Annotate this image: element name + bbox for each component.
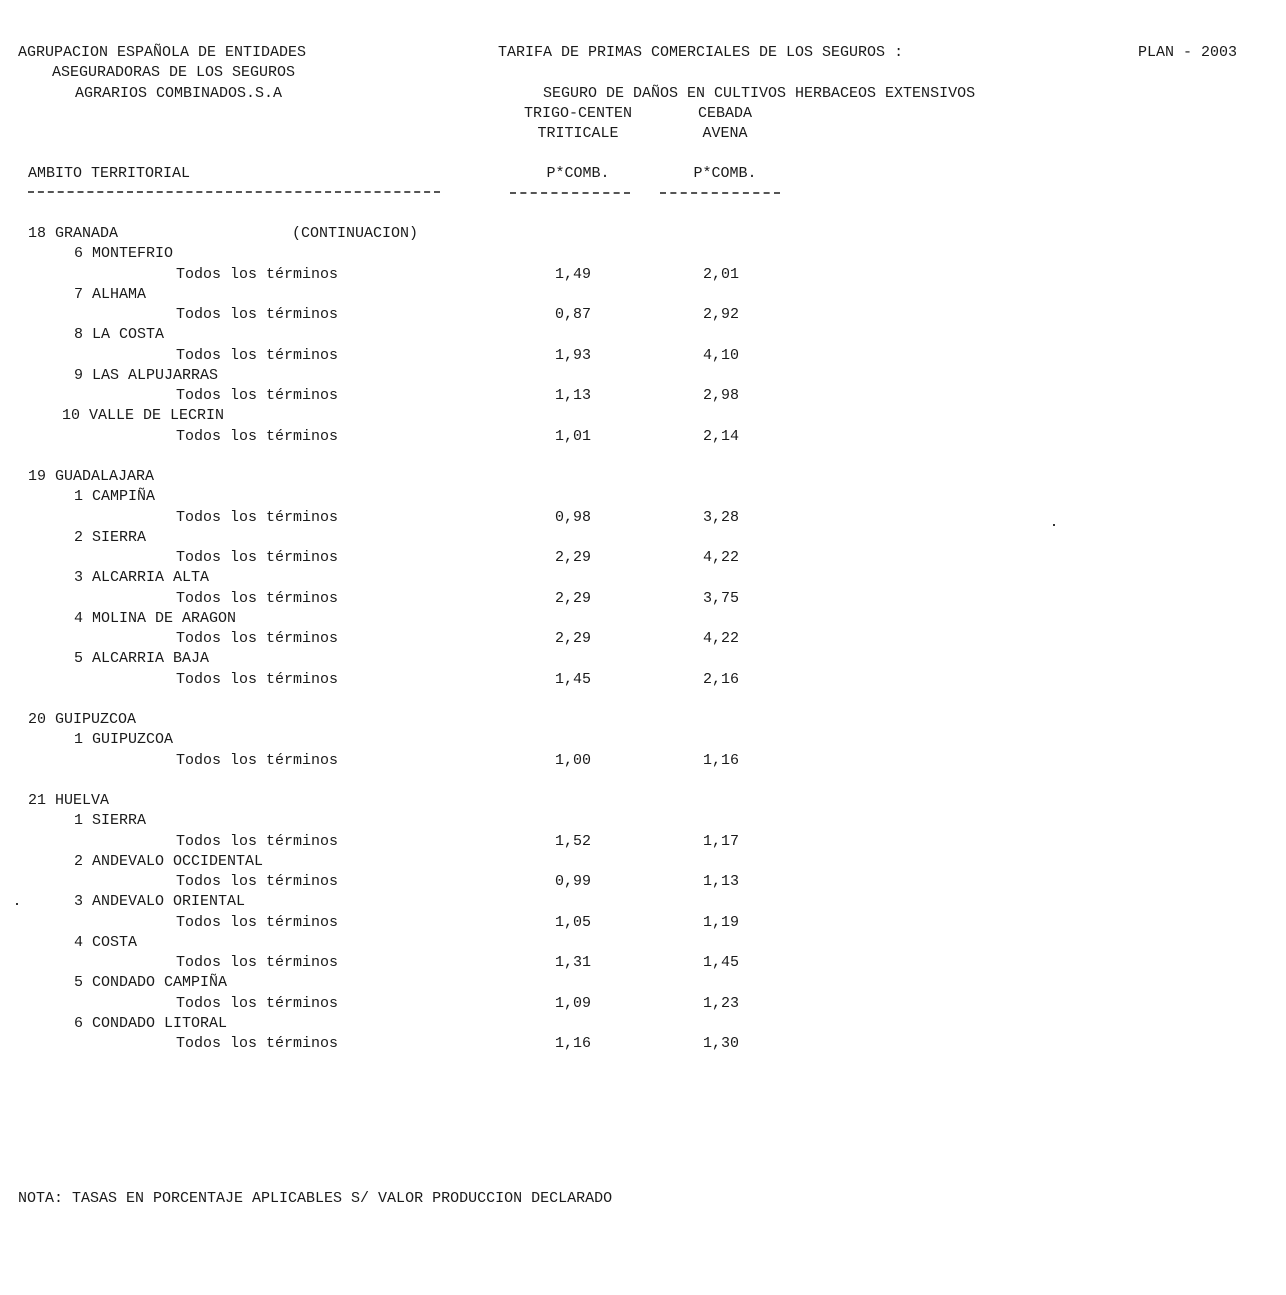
rate-barley-oats: 1,45 bbox=[703, 954, 740, 971]
terms-label: Todos los términos bbox=[176, 1035, 339, 1052]
province-name: 20 GUIPUZCOA bbox=[28, 711, 137, 728]
rate-wheat-rye: 2,29 bbox=[555, 549, 592, 566]
rate-barley-oats: 1,23 bbox=[703, 995, 740, 1012]
comarca-name: 1 CAMPIÑA bbox=[74, 488, 156, 505]
rate-wheat-rye: 2,29 bbox=[555, 590, 592, 607]
col2-subheader: P*COMB. bbox=[693, 165, 757, 182]
plan-label: PLAN - 2003 bbox=[1138, 44, 1238, 61]
terms-label: Todos los términos bbox=[176, 266, 339, 283]
terms-label: Todos los términos bbox=[176, 671, 339, 688]
footer-note: NOTA: TASAS EN PORCENTAJE APLICABLES S/ VALOR PRODUCCION DECLARADO bbox=[18, 1190, 613, 1207]
org-name-line1: AGRUPACION ESPAÑOLA DE ENTIDADES bbox=[18, 44, 307, 61]
comarca-name: 4 COSTA bbox=[74, 934, 138, 951]
rate-wheat-rye: 1,49 bbox=[555, 266, 592, 283]
province-name: 18 GRANADA bbox=[28, 225, 119, 242]
terms-label: Todos los términos bbox=[176, 306, 339, 323]
rate-barley-oats: 1,30 bbox=[703, 1035, 740, 1052]
tariff-title: TARIFA DE PRIMAS COMERCIALES DE LOS SEGUROS : bbox=[498, 44, 904, 61]
rate-barley-oats: 2,01 bbox=[703, 266, 740, 283]
rate-wheat-rye: 0,98 bbox=[555, 509, 592, 526]
comarca-name: 1 GUIPUZCOA bbox=[74, 731, 174, 748]
terms-label: Todos los términos bbox=[176, 347, 339, 364]
rate-barley-oats: 1,13 bbox=[703, 873, 740, 890]
terms-label: Todos los términos bbox=[176, 428, 339, 445]
rate-barley-oats: 4,22 bbox=[703, 549, 740, 566]
col1-header-line2: TRITICALE bbox=[537, 125, 619, 142]
terms-label: Todos los términos bbox=[176, 387, 339, 404]
rate-barley-oats: 4,10 bbox=[703, 347, 740, 364]
terms-label: Todos los términos bbox=[176, 995, 339, 1012]
rate-wheat-rye: 1,16 bbox=[555, 1035, 592, 1052]
rate-wheat-rye: 1,93 bbox=[555, 347, 592, 364]
col1-subheader: P*COMB. bbox=[546, 165, 610, 182]
terms-label: Todos los términos bbox=[176, 630, 339, 647]
rate-wheat-rye: 0,87 bbox=[555, 306, 592, 323]
col1-header-rule bbox=[510, 192, 630, 194]
comarca-name: 9 LAS ALPUJARRAS bbox=[74, 367, 219, 384]
rate-wheat-rye: 2,29 bbox=[555, 630, 592, 647]
comarca-name: 5 ALCARRIA BAJA bbox=[74, 650, 210, 667]
rate-barley-oats: 1,17 bbox=[703, 833, 740, 850]
comarca-name: 8 LA COSTA bbox=[74, 326, 165, 343]
rate-barley-oats: 2,98 bbox=[703, 387, 740, 404]
terms-label: Todos los términos bbox=[176, 509, 339, 526]
comarca-name: 2 ANDEVALO OCCIDENTAL bbox=[74, 853, 264, 870]
rate-wheat-rye: 1,09 bbox=[555, 995, 592, 1012]
rate-wheat-rye: 0,99 bbox=[555, 873, 592, 890]
comarca-name: 6 CONDADO LITORAL bbox=[74, 1015, 228, 1032]
rate-wheat-rye: 1,31 bbox=[555, 954, 592, 971]
comarca-name: 10 VALLE DE LECRIN bbox=[62, 407, 225, 424]
terms-label: Todos los términos bbox=[176, 954, 339, 971]
province-name: 21 HUELVA bbox=[28, 792, 110, 809]
rate-barley-oats: 2,92 bbox=[703, 306, 740, 323]
territory-header: AMBITO TERRITORIAL bbox=[28, 165, 191, 182]
rate-wheat-rye: 1,00 bbox=[555, 752, 592, 769]
comarca-name: 5 CONDADO CAMPIÑA bbox=[74, 974, 228, 991]
comarca-name: 7 ALHAMA bbox=[74, 286, 147, 303]
rate-wheat-rye: 1,52 bbox=[555, 833, 592, 850]
rate-wheat-rye: 1,05 bbox=[555, 914, 592, 931]
org-name-line2: ASEGURADORAS DE LOS SEGUROS bbox=[52, 64, 296, 81]
scan-speck bbox=[16, 903, 18, 905]
terms-label: Todos los términos bbox=[176, 752, 339, 769]
terms-label: Todos los términos bbox=[176, 833, 339, 850]
rate-barley-oats: 2,16 bbox=[703, 671, 740, 688]
col1-header-line1: TRIGO-CENTEN bbox=[523, 105, 633, 122]
comarca-name: 1 SIERRA bbox=[74, 812, 147, 829]
comarca-name: 2 SIERRA bbox=[74, 529, 147, 546]
terms-label: Todos los términos bbox=[176, 914, 339, 931]
scan-speck bbox=[1053, 524, 1055, 526]
comarca-name: 4 MOLINA DE ARAGON bbox=[74, 610, 237, 627]
rate-barley-oats: 2,14 bbox=[703, 428, 740, 445]
col2-header-line2: AVENA bbox=[702, 125, 748, 142]
terms-label: Todos los términos bbox=[176, 549, 339, 566]
comarca-name: 6 MONTEFRIO bbox=[74, 245, 174, 262]
rate-wheat-rye: 1,01 bbox=[555, 428, 592, 445]
rate-barley-oats: 1,19 bbox=[703, 914, 740, 931]
terms-label: Todos los términos bbox=[176, 873, 339, 890]
org-name-line3: AGRARIOS COMBINADOS.S.A bbox=[75, 85, 283, 102]
rate-barley-oats: 1,16 bbox=[703, 752, 740, 769]
territory-header-rule bbox=[28, 191, 440, 193]
rate-wheat-rye: 1,45 bbox=[555, 671, 592, 688]
terms-label: Todos los términos bbox=[176, 590, 339, 607]
rate-wheat-rye: 1,13 bbox=[555, 387, 592, 404]
rate-barley-oats: 4,22 bbox=[703, 630, 740, 647]
comarca-name: 3 ALCARRIA ALTA bbox=[74, 569, 210, 586]
insurance-name: SEGURO DE DAÑOS EN CULTIVOS HERBACEOS EXTENSIVOS bbox=[543, 85, 976, 102]
rate-barley-oats: 3,28 bbox=[703, 509, 740, 526]
comarca-name: 3 ANDEVALO ORIENTAL bbox=[74, 893, 246, 910]
col2-header-rule bbox=[660, 192, 780, 194]
rate-barley-oats: 3,75 bbox=[703, 590, 740, 607]
continuation-note: (CONTINUACION) bbox=[292, 225, 419, 242]
col2-header-line1: CEBADA bbox=[697, 105, 752, 122]
province-name: 19 GUADALAJARA bbox=[28, 468, 155, 485]
